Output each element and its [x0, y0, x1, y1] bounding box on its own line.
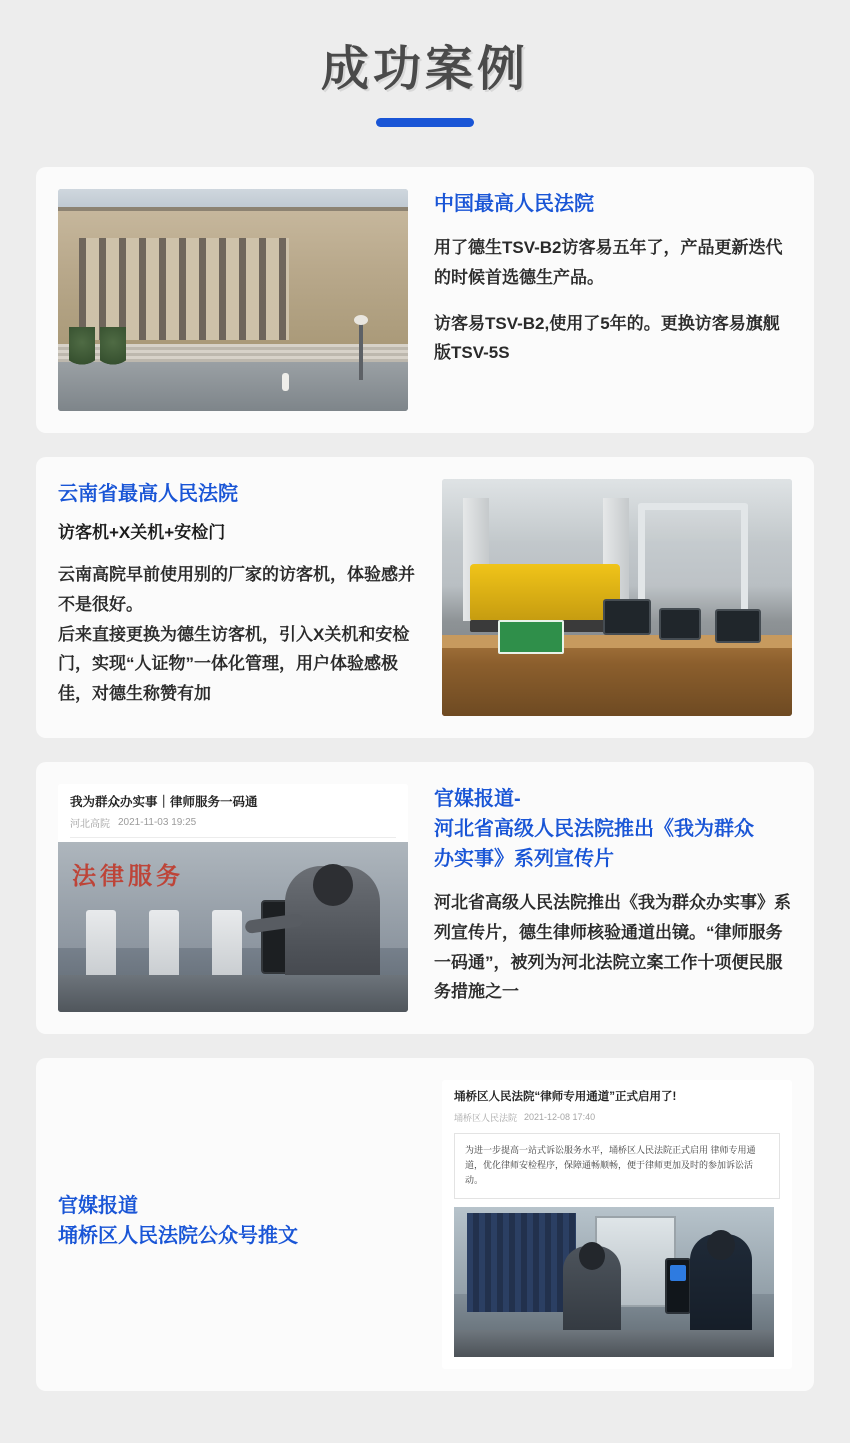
wechat-account-name: 河北高院	[70, 819, 110, 831]
case-paragraph: 云南高院早前使用别的厂家的访客机，体验感并不是很好。	[58, 565, 415, 614]
divider	[70, 837, 396, 838]
case-title: 云南省最高人民法院	[58, 483, 238, 505]
case-card-supreme-court	[36, 167, 814, 433]
wechat-timestamp: 2021-11-03 19:25	[118, 817, 197, 829]
case-title-line-2: 河北省高级人民法院推出《我为群众	[434, 818, 754, 840]
cases-list	[0, 127, 850, 1391]
case-text-yongqiao-court	[58, 1191, 416, 1257]
wechat-account-name: 埇桥区人民法院	[454, 1112, 518, 1123]
case-paragraph: 河北省高级人民法院推出《我为群众办实事》系列宣传片，德生律师核验通道出镜。“律师服务一码通”，被列为河北法院立案工作十项便民服务措施之一	[434, 893, 791, 1002]
wechat-article-title: 埇桥区人民法院“律师专用通道”正式启用了!	[454, 1091, 677, 1104]
case-title-line-2: 埇桥区人民法院公众号推文	[58, 1225, 298, 1248]
wechat-article-body: 为进一步提高一站式诉讼服务水平，埇桥区人民法院正式启用 律师专用通道，优化律师安检程序，保障通畅顺畅，便于律师更加及时的参加诉讼活动。	[454, 1133, 780, 1199]
wechat-card-header	[58, 784, 408, 842]
case-title-line-1: 官媒报道	[58, 1195, 138, 1218]
case-card-yongqiao-court	[36, 1058, 814, 1390]
case-text-yunnan-court	[58, 479, 416, 709]
case-card-yunnan-court	[36, 457, 814, 738]
case-paragraph: 后来直接更换为德生访客机，引入X关机和安检门，实现“人证物”一体化管理，用户体验感极佳，对德生称赞有加	[58, 624, 410, 704]
wechat-article-card[interactable]	[442, 1080, 792, 1368]
case-body	[434, 233, 792, 368]
courthouse-photo	[58, 189, 408, 411]
case-paragraph: 用了德生TSV-B2访客易五年了，产品更新迭代的时候首选德生产品。	[434, 238, 783, 287]
case-text-hebei-court	[434, 784, 792, 1007]
wechat-card-title: 我为群众办实事｜律师服务一码通	[70, 795, 258, 809]
case-body	[434, 888, 792, 1007]
page-header	[0, 0, 850, 127]
lawyer-dedicated-channel-photo	[454, 1207, 774, 1357]
page-title: 成功案例	[320, 43, 529, 96]
case-title	[434, 784, 792, 874]
lawyer-service-channel-photo	[58, 842, 408, 1012]
wechat-article-header	[442, 1080, 792, 1124]
wechat-video-card[interactable]	[58, 784, 408, 1012]
case-title	[58, 1191, 416, 1251]
photo-overlay-text: 法律服务	[72, 862, 184, 890]
case-title: 中国最高人民法院	[434, 193, 594, 215]
wechat-article-meta	[454, 1111, 780, 1124]
case-body	[58, 560, 416, 709]
wechat-card-meta	[70, 815, 396, 830]
case-paragraph: 访客易TSV-B2,使用了5年的。更换访客易旗舰版TSV-5S	[434, 313, 780, 363]
title-underline	[376, 118, 474, 127]
case-subtitle: 访客机+X关机+安检门	[58, 523, 226, 542]
case-title-line-3: 办实事》系列宣传片	[434, 848, 614, 870]
case-text-supreme-court	[434, 189, 792, 368]
case-title-line-1: 官媒报道-	[434, 788, 521, 810]
security-check-hall-photo	[442, 479, 792, 716]
wechat-timestamp: 2021-12-08 17:40	[524, 1112, 596, 1123]
case-card-hebei-court	[36, 762, 814, 1034]
